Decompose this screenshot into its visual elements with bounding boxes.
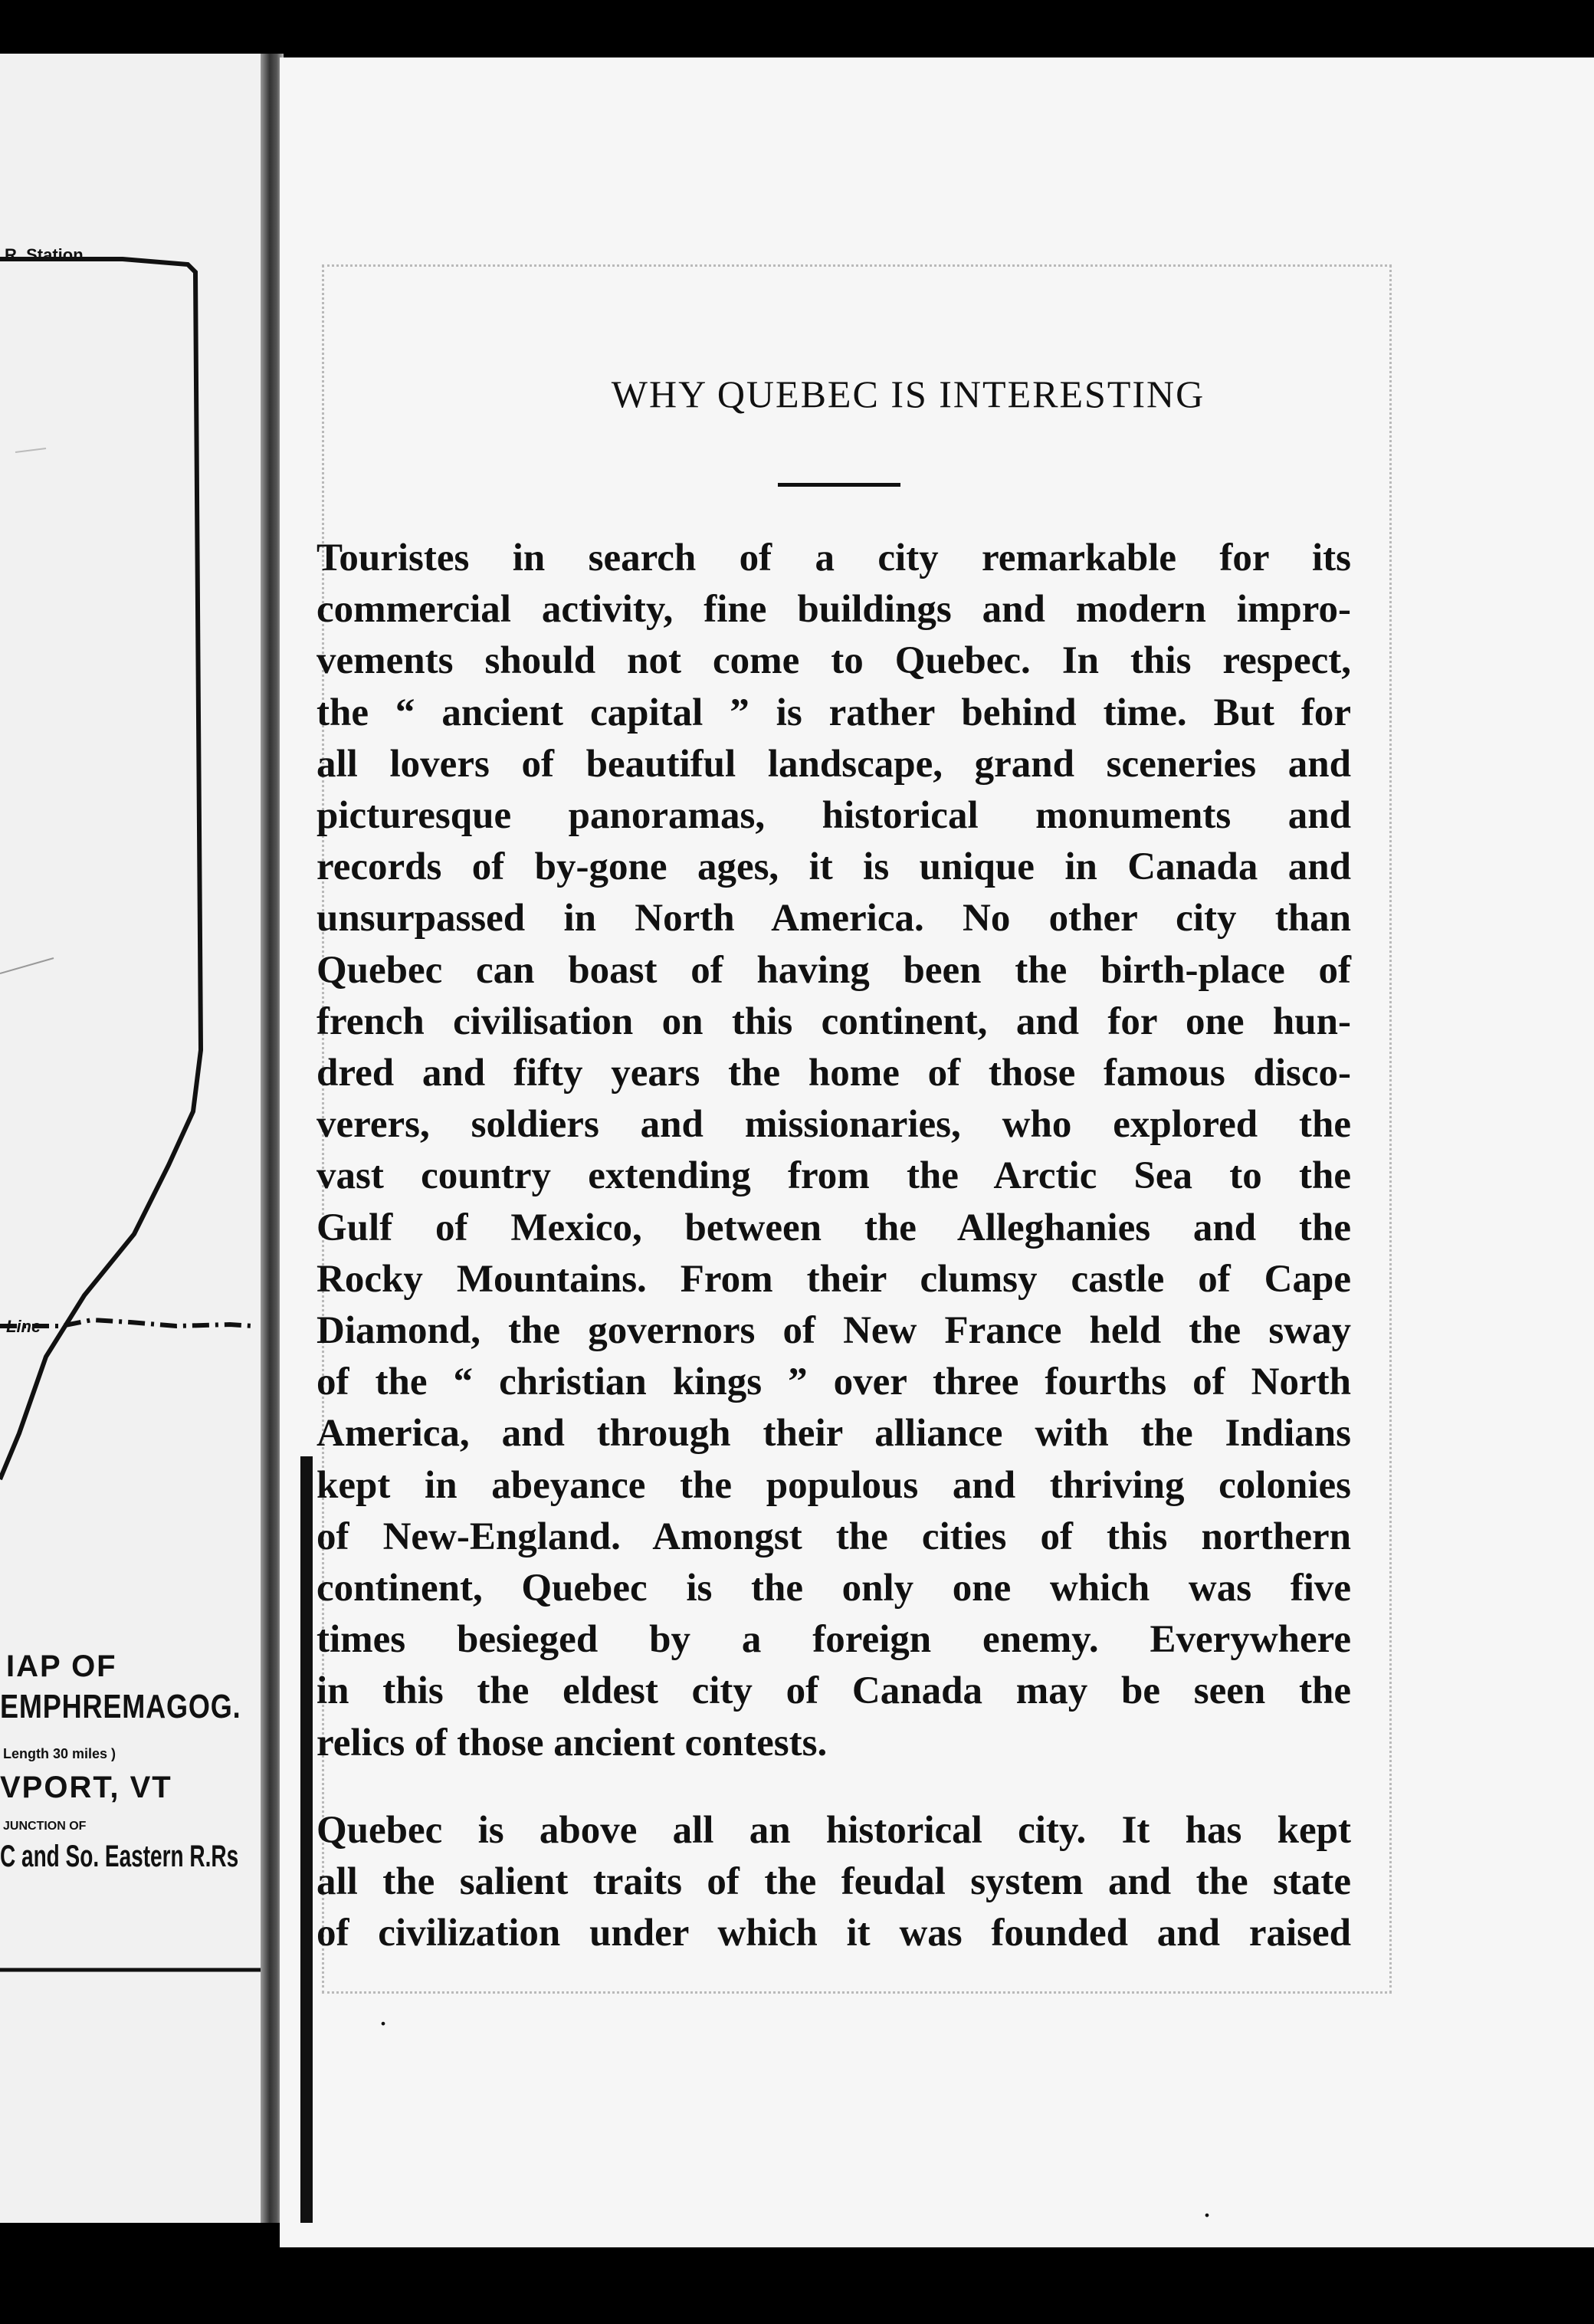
paragraph-1 xyxy=(317,533,1351,1769)
article-title: WHY QUEBEC IS INTERESTING xyxy=(611,373,1205,415)
ink-speck: . xyxy=(379,1997,387,2032)
text-line: vements should not come to Quebec. In this respect, xyxy=(317,639,1351,683)
line-label: Line xyxy=(6,1317,41,1336)
map-title-line: Length 30 miles ) xyxy=(3,1746,116,1761)
map-title-line: IAP OF xyxy=(6,1649,117,1683)
text-line: commercial activity, fine buildings and modern impro- xyxy=(317,588,1351,632)
paragraph-2 xyxy=(317,1805,1351,1960)
map-title-line: C and So. Eastern R.Rs xyxy=(0,1840,239,1873)
text-line: Touristes in search of a city remarkable for its xyxy=(317,537,1351,579)
text-line: Gulf of Mexico, between the Alleghanies and the xyxy=(317,1206,1351,1249)
text-line: all lovers of beautiful landscape, grand sceneries and xyxy=(317,742,1351,786)
map-title-line: EMPHREMAGOG. xyxy=(0,1688,241,1725)
text-line: all the salient traits of the feudal system and the state xyxy=(317,1860,1351,1904)
title-rule xyxy=(778,483,900,487)
text-line: America, and through their alliance with the Indians xyxy=(317,1412,1351,1456)
map-title-line: VPORT, VT xyxy=(0,1771,172,1804)
text-line: Rocky Mountains. From their clumsy castle of Cape xyxy=(317,1257,1351,1301)
text-line: relics of those ancient contests. xyxy=(317,1721,828,1764)
text-line: kept in abeyance the populous and thriving colonies xyxy=(317,1463,1351,1507)
right-page xyxy=(280,57,1594,2247)
text-line: unsurpassed in North America. No other city than xyxy=(317,897,1351,940)
text-line: of New-England. Amongst the cities of this northern xyxy=(317,1515,1351,1558)
gutter-shadow xyxy=(300,1456,313,2223)
text-line: the “ ancient capital ” is rather behind time. But for xyxy=(317,691,1351,734)
text-line: verers, soldiers and missionaries, who explored the xyxy=(317,1103,1351,1147)
text-line: records of by-gone ages, it is unique in Canada and xyxy=(317,845,1351,889)
text-line: of civilization under which it was founded and raised xyxy=(317,1912,1351,1955)
text-line: french civilisation on this continent, and for one hun- xyxy=(317,1000,1351,1043)
text-line: continent, Quebec is the only one which was five xyxy=(317,1567,1351,1610)
station-label: R. Station. xyxy=(5,245,88,264)
text-line: times besieged by a foreign enemy. Everywhere xyxy=(317,1618,1351,1662)
text-line: picturesque panoramas, historical monuments and xyxy=(317,794,1351,838)
map-fragment xyxy=(0,54,276,2223)
text-line: vast country extending from the Arctic Sea to the xyxy=(317,1154,1351,1198)
text-line: Diamond, the governors of New France held the sway xyxy=(317,1309,1351,1353)
text-line: Quebec is above all an historical city. It has kept xyxy=(317,1809,1351,1852)
map-title-line: JUNCTION OF xyxy=(3,1820,87,1833)
ink-speck: . xyxy=(1203,2189,1211,2224)
text-line: in this the eldest city of Canada may be seen the xyxy=(317,1669,1351,1713)
text-line: Quebec can boast of having been the birth-place of xyxy=(317,948,1351,992)
text-line: dred and fifty years the home of those famous disco- xyxy=(317,1052,1351,1095)
left-facing-page xyxy=(0,54,276,2223)
text-line: of the “ christian kings ” over three fourths of North xyxy=(317,1361,1351,1404)
